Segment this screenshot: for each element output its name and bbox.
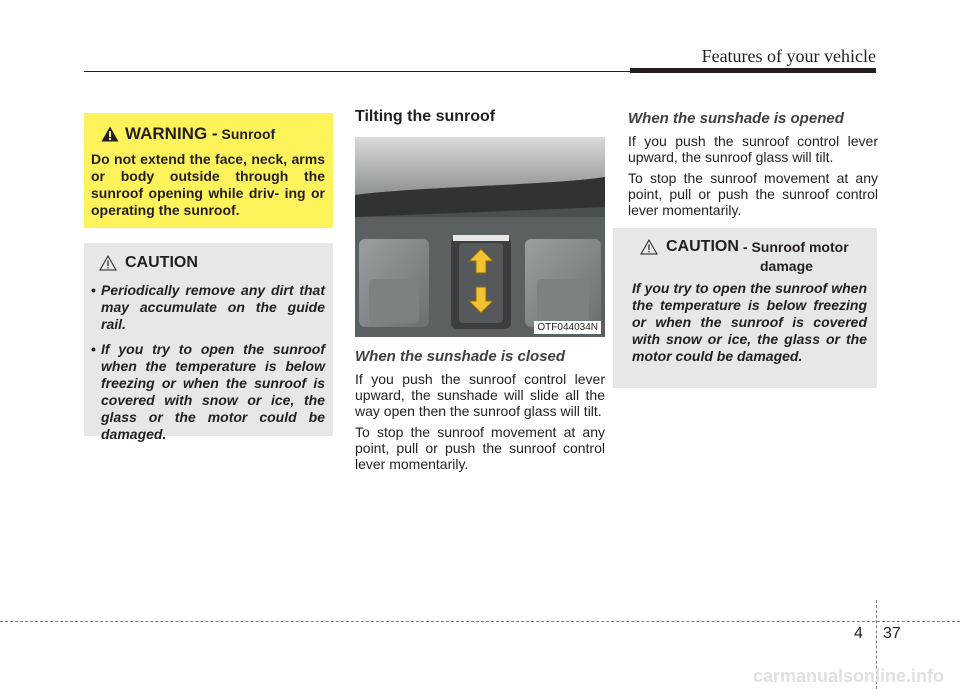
caution-triangle-icon: [640, 239, 658, 255]
page-number: 37: [883, 625, 901, 642]
sunroof-console-illustration: [355, 137, 605, 337]
paragraph: If you push the sunroof control lever upward, the sunshade will slide all the way open then the sunroof glass will tilt.: [355, 371, 605, 419]
subheading-sunshade-closed: When the sunshade is closed: [355, 348, 566, 365]
subheading-sunshade-opened: When the sunshade is opened: [628, 110, 844, 127]
caution-box-motor: [613, 228, 877, 388]
caution-subtitle-continued: damage: [760, 258, 813, 274]
tilting-section: [355, 108, 605, 477]
sunroof-control-photo: [355, 137, 605, 337]
section-heading: Tilting the sunroof: [355, 108, 496, 125]
caution-bullet-text: Periodically remove any dirt that may accumulate on the guide rail.: [101, 282, 325, 332]
caution-title: CAUTION: [666, 238, 739, 255]
image-code-label: OTF044034N: [534, 321, 601, 334]
warning-subtitle: Sunroof: [221, 126, 276, 142]
caution-box: [84, 243, 333, 442]
caution-title-row: [632, 236, 867, 258]
chapter-number: 4: [854, 625, 863, 642]
warning-text: Do not extend the face, neck, arms or body outside through the sunroof opening while driv- ing or operating the sunroof.: [91, 151, 325, 218]
caution-title-row: [91, 252, 325, 274]
paragraph: To stop the sunroof movement at any point, pull or push the sunroof control lever momentarily.: [628, 170, 878, 218]
warning-triangle-icon: [101, 126, 119, 142]
warning-title-row: [91, 123, 325, 145]
sunshade-opened-section: [628, 110, 878, 223]
bullet-dot: •: [91, 282, 96, 298]
caution-title: CAUTION: [125, 254, 198, 271]
page-header-title: Features of your vehicle: [701, 46, 876, 66]
caution-triangle-icon: [99, 255, 117, 271]
bullet-dot: •: [91, 341, 96, 357]
caution-bullet: [91, 341, 325, 443]
paragraph: To stop the sunroof movement at any point, pull or push the sunroof control lever momentarily.: [355, 424, 605, 472]
caution-subtitle: - Sunroof motor: [742, 239, 849, 255]
caution-bullet: [91, 282, 325, 333]
warning-title: WARNING -: [125, 124, 218, 143]
caution-bullet-text: If you try to open the sunroof when the temperature is below freezing or when the sunroof is covered with snow or ice, the glass or the motor could be damaged.: [101, 341, 325, 442]
warning-box: [84, 113, 333, 228]
header-rule-accent: [630, 68, 876, 73]
footer-rule: [0, 621, 960, 622]
caution-text: If you try to open the sunroof when the temperature is below freezing or when the sunroof is covered with snow or ice, the glass or the motor could be damaged.: [632, 280, 867, 364]
paragraph: If you push the sunroof control lever upward, the sunroof glass will tilt.: [628, 133, 878, 165]
watermark: carmanualsonline.info: [752, 666, 944, 686]
